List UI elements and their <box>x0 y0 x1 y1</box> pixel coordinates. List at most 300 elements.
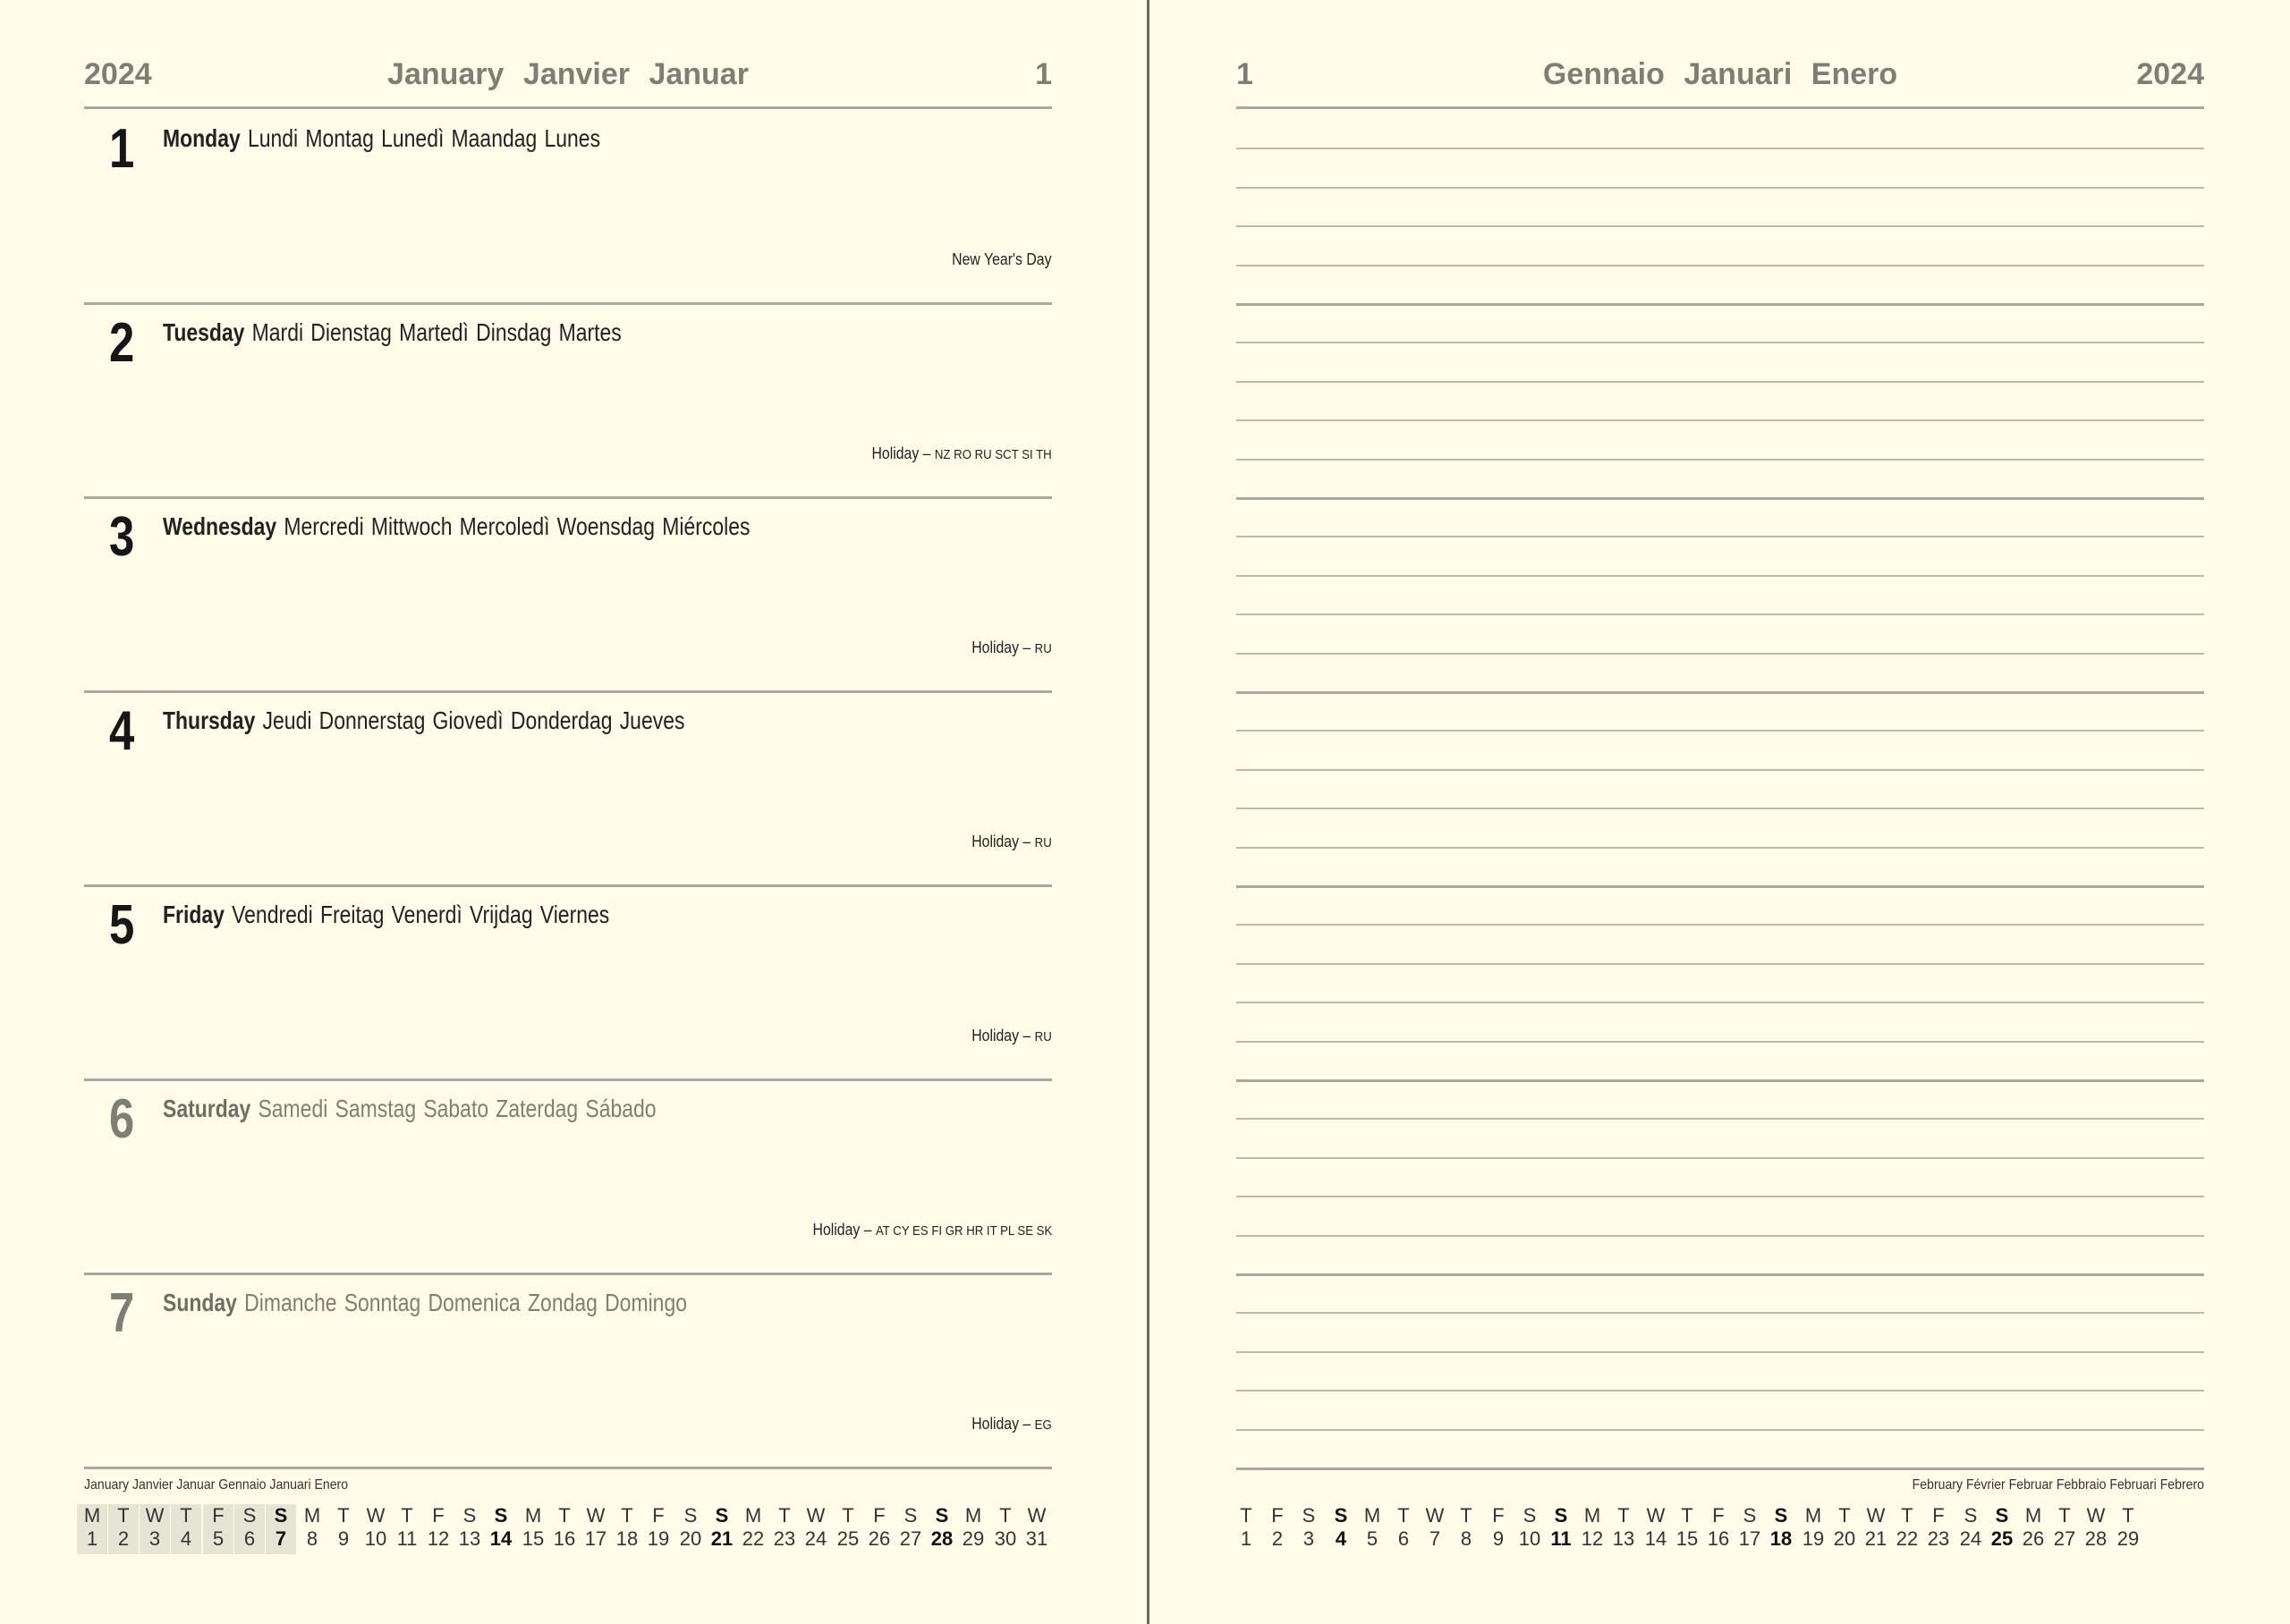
note-line[interactable] <box>1236 1273 2204 1276</box>
weekday-letter: S <box>1743 1504 1757 1527</box>
weekday-letter: S <box>1554 1504 1568 1527</box>
weekday-letter: S <box>1963 1504 1978 1527</box>
date-number: 7 <box>275 1527 287 1550</box>
note-line[interactable] <box>1236 885 2204 888</box>
day-name-primary: Sunday <box>163 1289 237 1316</box>
date-number: 22 <box>742 1527 765 1550</box>
day-name-translation: Sabato <box>423 1095 489 1122</box>
day-number: 7 <box>109 1282 135 1344</box>
day-name-translation: Jueves <box>619 706 685 734</box>
date-number: 28 <box>930 1527 954 1550</box>
note-line[interactable] <box>1236 1118 2204 1120</box>
mini-calendar-day[interactable] <box>643 1504 674 1554</box>
note-line[interactable] <box>1236 381 2204 383</box>
day-name-translation: Venerdì <box>391 901 462 928</box>
date-number: 3 <box>148 1527 161 1550</box>
holiday-note <box>971 1413 1052 1436</box>
mini-calendar-grid <box>1236 1504 2204 1554</box>
mini-calendar-day[interactable] <box>1546 1504 1576 1554</box>
date-number: 20 <box>679 1527 702 1550</box>
left-page-header <box>84 52 1052 104</box>
weekday-letter: T <box>180 1504 192 1527</box>
right-page-header <box>1236 52 2204 104</box>
weekday-letter: W <box>145 1504 165 1527</box>
mini-calendar-day[interactable] <box>1955 1504 1986 1554</box>
day-name-translation: Dinsdag <box>476 318 552 346</box>
date-number: 13 <box>1612 1527 1635 1550</box>
note-line[interactable] <box>1236 342 2204 343</box>
weekday-letter: M <box>1363 1504 1381 1527</box>
day-name-translation: Sábado <box>585 1095 657 1122</box>
day-number: 6 <box>109 1088 135 1150</box>
date-number: 10 <box>1518 1527 1541 1550</box>
day-name-translation: Donderdag <box>510 706 613 734</box>
note-line[interactable] <box>1236 613 2204 615</box>
day-names <box>163 123 607 154</box>
date-number: 30 <box>994 1527 1017 1550</box>
day-name-translation: Giovedì <box>432 706 504 734</box>
mini-calendar-day[interactable] <box>675 1504 706 1554</box>
mini-calendar-day[interactable] <box>1357 1504 1387 1554</box>
holiday-country-codes: NZ RO RU SCT SI TH <box>935 447 1052 462</box>
day-names <box>163 1288 694 1318</box>
weekday-letter: W <box>586 1504 606 1527</box>
date-number: 24 <box>1959 1527 1982 1550</box>
note-line[interactable] <box>1236 1157 2204 1159</box>
month-name-en: January <box>387 57 505 91</box>
weekday-letter: T <box>558 1504 571 1527</box>
mini-calendar-day[interactable] <box>1514 1504 1545 1554</box>
mini-calendar-day[interactable] <box>612 1504 642 1554</box>
weekday-letter: T <box>1901 1504 1913 1527</box>
day-name-translation: Woensdag <box>556 512 656 540</box>
day-entry[interactable] <box>84 885 1052 1079</box>
mini-calendar-day[interactable] <box>927 1504 957 1554</box>
mini-calendar-day[interactable] <box>1703 1504 1734 1554</box>
weekday-letter: M <box>524 1504 542 1527</box>
mini-calendar-day[interactable] <box>2049 1504 2080 1554</box>
mini-calendar-day[interactable] <box>1861 1504 1891 1554</box>
mini-calendar-day[interactable] <box>1608 1504 1639 1554</box>
date-number: 27 <box>899 1527 922 1550</box>
date-number: 27 <box>2053 1527 2076 1550</box>
weekday-letter: M <box>964 1504 982 1527</box>
weekday-letter: S <box>1302 1504 1316 1527</box>
day-number: 2 <box>109 312 135 374</box>
note-line[interactable] <box>1236 1196 2204 1197</box>
day-names <box>163 1094 664 1124</box>
date-number: 15 <box>522 1527 545 1550</box>
mini-calendar-day[interactable] <box>801 1504 831 1554</box>
weekday-letter: S <box>715 1504 729 1527</box>
day-number: 1 <box>109 118 135 180</box>
date-number: 12 <box>1581 1527 1604 1550</box>
mini-calendar-day[interactable] <box>423 1504 454 1554</box>
date-number: 7 <box>1429 1527 1441 1550</box>
note-line[interactable] <box>1236 730 2204 732</box>
weekday-letter: F <box>1492 1504 1505 1527</box>
month-name-de: Januar <box>649 57 749 91</box>
weekday-letter: S <box>494 1504 508 1527</box>
date-number: 23 <box>1927 1527 1950 1550</box>
date-number: 11 <box>396 1527 418 1550</box>
note-line[interactable] <box>1236 148 2204 149</box>
day-name-translation: Mercoledì <box>459 512 550 540</box>
mini-calendar-day[interactable] <box>864 1504 895 1554</box>
date-number: 5 <box>1366 1527 1378 1550</box>
weekday-letter: M <box>744 1504 762 1527</box>
day-name-translation: Montag <box>305 124 374 152</box>
note-line[interactable] <box>1236 808 2204 809</box>
holiday-label: Holiday – <box>971 833 1031 850</box>
note-line[interactable] <box>1236 653 2204 655</box>
weekday-letter: S <box>1522 1504 1537 1527</box>
date-number: 4 <box>1335 1527 1347 1550</box>
weekday-letter: T <box>999 1504 1012 1527</box>
note-line[interactable] <box>1236 1041 2204 1043</box>
note-line[interactable] <box>1236 769 2204 771</box>
note-line[interactable] <box>1236 1002 2204 1003</box>
holiday-note <box>971 1025 1052 1048</box>
weekday-letter: T <box>842 1504 854 1527</box>
day-name-translation: Mercredi <box>284 512 364 540</box>
date-number: 6 <box>1397 1527 1410 1550</box>
note-line[interactable] <box>1236 691 2204 694</box>
date-number: 11 <box>1550 1527 1572 1550</box>
mini-calendar-title: February Février Februar Febbraio Februari Febrero <box>1912 1477 2204 1493</box>
mini-calendar-day[interactable] <box>833 1504 863 1554</box>
date-number: 8 <box>1460 1527 1472 1550</box>
weekday-letter: S <box>935 1504 949 1527</box>
weekday-letter: M <box>2024 1504 2042 1527</box>
mini-calendar-day[interactable] <box>1022 1504 1052 1554</box>
left-page <box>84 0 1052 1624</box>
weekday-letter: M <box>1804 1504 1822 1527</box>
day-name-primary: Tuesday <box>163 318 245 346</box>
day-name-translation: Samstag <box>335 1095 417 1122</box>
holiday-note <box>953 249 1052 270</box>
note-line[interactable] <box>1236 1312 2204 1314</box>
date-number: 15 <box>1675 1527 1699 1550</box>
date-number: 31 <box>1025 1527 1048 1550</box>
month-name-es: Enero <box>1811 57 1898 91</box>
date-number: 8 <box>306 1527 318 1550</box>
day-name-primary: Saturday <box>163 1095 251 1122</box>
right-header-week: 1 <box>1236 57 1253 91</box>
mini-calendar-day[interactable] <box>769 1504 800 1554</box>
weekday-letter: S <box>903 1504 918 1527</box>
holiday-label: Holiday – <box>971 639 1031 656</box>
day-name-translation: Vrijdag <box>469 901 533 928</box>
weekday-letter: W <box>1646 1504 1666 1527</box>
date-number: 23 <box>773 1527 796 1550</box>
header-rule <box>1236 106 2204 109</box>
weekday-letter: F <box>1271 1504 1284 1527</box>
mini-calendar-day[interactable] <box>77 1504 107 1554</box>
date-number: 1 <box>86 1527 98 1550</box>
mini-calendar-title: January Janvier Januar Gennaio Januari Enero <box>84 1477 349 1493</box>
day-name-translation: Mittwoch <box>370 512 453 540</box>
date-number: 19 <box>647 1527 670 1550</box>
holiday-label: Holiday – <box>971 1415 1031 1433</box>
weekday-letter: W <box>366 1504 386 1527</box>
weekday-letter: T <box>1617 1504 1630 1527</box>
day-name-translation: Zaterdag <box>496 1095 579 1122</box>
mini-calendar-day[interactable] <box>266 1504 296 1554</box>
day-number: 5 <box>109 894 135 956</box>
weekday-letter: W <box>2086 1504 2106 1527</box>
weekday-letter: F <box>652 1504 665 1527</box>
day-names <box>163 706 692 736</box>
mini-calendar-day[interactable] <box>486 1504 516 1554</box>
holiday-country-codes: RU <box>1034 1029 1052 1045</box>
holiday-label: New Year's Day <box>952 250 1052 268</box>
mini-calendar-day[interactable] <box>1923 1504 1954 1554</box>
mini-calendar-day[interactable] <box>1798 1504 1828 1554</box>
mini-calendar-day[interactable] <box>1388 1504 1419 1554</box>
holiday-note <box>872 443 1052 466</box>
note-line[interactable] <box>1236 1079 2204 1082</box>
mini-calendar-day[interactable] <box>1451 1504 1481 1554</box>
mini-calendar-day[interactable] <box>1641 1504 1671 1554</box>
date-number: 6 <box>243 1527 256 1550</box>
date-number: 21 <box>1864 1527 1887 1550</box>
note-line[interactable] <box>1236 963 2204 965</box>
day-name-translation: Martes <box>558 318 622 346</box>
mini-calendar-day[interactable] <box>234 1504 265 1554</box>
date-number: 5 <box>212 1527 225 1550</box>
day-name-translation: Freitag <box>319 901 385 928</box>
left-header-month <box>84 52 1052 97</box>
mini-calendar-day[interactable] <box>707 1504 737 1554</box>
date-number: 4 <box>180 1527 192 1550</box>
mini-calendar-day[interactable] <box>958 1504 988 1554</box>
note-line[interactable] <box>1236 187 2204 189</box>
note-line[interactable] <box>1236 1390 2204 1391</box>
month-name-it: Gennaio <box>1542 57 1665 91</box>
weekday-letter: T <box>401 1504 413 1527</box>
mini-calendar-day[interactable] <box>738 1504 768 1554</box>
weekday-letter: F <box>873 1504 886 1527</box>
date-number: 14 <box>1644 1527 1667 1550</box>
day-name-translation: Domingo <box>605 1289 687 1316</box>
holiday-country-codes: AT CY ES FI GR HR IT PL SE SK <box>875 1223 1052 1239</box>
right-page <box>1236 0 2204 1624</box>
holiday-note <box>971 637 1052 660</box>
day-entry[interactable] <box>84 1273 1052 1468</box>
mini-calendar-day[interactable] <box>1734 1504 1765 1554</box>
day-entry[interactable] <box>84 109 1052 303</box>
day-name-translation: Dienstag <box>310 318 392 346</box>
note-line[interactable] <box>1236 303 2204 306</box>
weekday-letter: W <box>1425 1504 1445 1527</box>
weekday-letter: S <box>1774 1504 1788 1527</box>
holiday-note <box>812 1219 1052 1242</box>
note-line[interactable] <box>1236 497 2204 500</box>
mini-calendar-day[interactable] <box>1231 1504 1261 1554</box>
note-line[interactable] <box>1236 1235 2204 1237</box>
day-name-primary: Monday <box>163 124 241 152</box>
weekday-letter: F <box>212 1504 225 1527</box>
mini-calendar-day[interactable] <box>203 1504 233 1554</box>
day-name-translation: Dimanche <box>244 1289 337 1316</box>
mini-calendar-day[interactable] <box>1829 1504 1860 1554</box>
mini-calendar-day[interactable] <box>1293 1504 1324 1554</box>
mini-calendar-day[interactable] <box>2018 1504 2048 1554</box>
holiday-note <box>971 831 1052 854</box>
mini-calendar-day[interactable] <box>1892 1504 1922 1554</box>
note-line[interactable] <box>1236 459 2204 461</box>
day-name-translation: Martedì <box>399 318 469 346</box>
mini-calendar-day[interactable] <box>1420 1504 1450 1554</box>
date-number: 25 <box>836 1527 860 1550</box>
note-line[interactable] <box>1236 265 2204 266</box>
mini-calendar-day[interactable] <box>454 1504 485 1554</box>
note-line[interactable] <box>1236 1351 2204 1353</box>
date-number: 21 <box>710 1527 734 1550</box>
day-entry[interactable] <box>84 303 1052 497</box>
date-number: 29 <box>2116 1527 2140 1550</box>
weekday-letter: M <box>303 1504 321 1527</box>
date-number: 13 <box>458 1527 481 1550</box>
day-name-translation: Samedi <box>258 1095 328 1122</box>
note-line[interactable] <box>1236 1429 2204 1431</box>
weekday-letter: M <box>1583 1504 1601 1527</box>
weekday-letter: S <box>1334 1504 1348 1527</box>
date-number: 19 <box>1802 1527 1825 1550</box>
mini-calendar-day[interactable] <box>1326 1504 1356 1554</box>
mini-calendar-day[interactable] <box>140 1504 170 1554</box>
date-number: 1 <box>1240 1527 1252 1550</box>
weekday-letter: T <box>117 1504 130 1527</box>
mini-calendar-grid <box>84 1504 1052 1554</box>
date-number: 3 <box>1302 1527 1315 1550</box>
mini-calendar-day[interactable] <box>392 1504 422 1554</box>
mini-calendar-day[interactable] <box>1262 1504 1293 1554</box>
day-name-translation: Jeudi <box>262 706 312 734</box>
date-number: 12 <box>427 1527 450 1550</box>
note-line[interactable] <box>1236 847 2204 849</box>
mini-calendar-day[interactable] <box>360 1504 391 1554</box>
date-number: 20 <box>1833 1527 1856 1550</box>
date-number: 25 <box>1990 1527 2014 1550</box>
mini-calendar-day[interactable] <box>108 1504 139 1554</box>
day-name-translation: Miércoles <box>662 512 751 540</box>
day-name-translation: Domenica <box>428 1289 521 1316</box>
day-name-translation: Zondag <box>528 1289 598 1316</box>
weekday-letter: S <box>462 1504 477 1527</box>
day-name-translation: Vendredi <box>232 901 313 928</box>
mini-calendar-day[interactable] <box>581 1504 611 1554</box>
date-number: 26 <box>2022 1527 2045 1550</box>
weekday-letter: W <box>1866 1504 1886 1527</box>
weekday-letter: T <box>1460 1504 1472 1527</box>
holiday-country-codes: EG <box>1034 1417 1052 1433</box>
day-names <box>163 512 758 542</box>
weekday-letter: T <box>1838 1504 1851 1527</box>
left-header-year: 2024 <box>84 57 152 91</box>
mini-calendar-day[interactable] <box>990 1504 1021 1554</box>
date-number: 16 <box>553 1527 576 1550</box>
day-name-translation: Lunes <box>544 124 601 152</box>
mini-calendar-day[interactable] <box>2081 1504 2111 1554</box>
holiday-label: Holiday – <box>871 444 931 462</box>
note-line[interactable] <box>1236 536 2204 537</box>
day-names <box>163 317 629 348</box>
date-number: 29 <box>962 1527 985 1550</box>
mini-calendar-day[interactable] <box>2113 1504 2143 1554</box>
day-entry[interactable] <box>84 1079 1052 1273</box>
date-number: 9 <box>1492 1527 1505 1550</box>
day-name-primary: Wednesday <box>163 512 277 540</box>
date-number: 18 <box>615 1527 639 1550</box>
day-entry[interactable] <box>84 691 1052 885</box>
day-entry[interactable] <box>84 497 1052 691</box>
date-number: 10 <box>364 1527 387 1550</box>
day-name-translation: Maandag <box>451 124 538 152</box>
weekday-letter: T <box>337 1504 350 1527</box>
note-line[interactable] <box>1236 575 2204 577</box>
mini-calendar-day[interactable] <box>1577 1504 1607 1554</box>
weekday-letter: T <box>778 1504 791 1527</box>
holiday-country-codes: RU <box>1034 835 1052 850</box>
date-number: 22 <box>1896 1527 1919 1550</box>
note-line[interactable] <box>1236 225 2204 227</box>
mini-calendar-day[interactable] <box>1987 1504 2017 1554</box>
weekday-letter: T <box>1397 1504 1410 1527</box>
date-number: 26 <box>868 1527 891 1550</box>
mini-calendar-day[interactable] <box>328 1504 359 1554</box>
day-name-translation: Mardi <box>251 318 304 346</box>
right-header-year: 2024 <box>2136 57 2204 91</box>
weekday-letter: T <box>2058 1504 2071 1527</box>
weekday-letter: T <box>1240 1504 1252 1527</box>
day-number: 4 <box>109 700 135 762</box>
weekday-letter: W <box>806 1504 826 1527</box>
month-name-nl: Januari <box>1684 57 1793 91</box>
note-line[interactable] <box>1236 924 2204 926</box>
day-name-translation: Viernes <box>539 901 610 928</box>
date-number: 16 <box>1707 1527 1730 1550</box>
note-line[interactable] <box>1236 419 2204 421</box>
holiday-label: Holiday – <box>812 1221 872 1239</box>
date-number: 18 <box>1769 1527 1793 1550</box>
weekday-letter: T <box>2122 1504 2134 1527</box>
mini-calendar-day[interactable] <box>1766 1504 1796 1554</box>
weekday-letter: S <box>242 1504 257 1527</box>
day-name-translation: Lundi <box>247 124 299 152</box>
mini-calendar-day[interactable] <box>518 1504 548 1554</box>
mini-calendar-day[interactable] <box>171 1504 201 1554</box>
date-number: 2 <box>117 1527 130 1550</box>
mini-calendar-day[interactable] <box>297 1504 327 1554</box>
mini-calendar-day[interactable] <box>895 1504 926 1554</box>
mini-calendar-day[interactable] <box>1672 1504 1702 1554</box>
weekday-letter: F <box>1932 1504 1945 1527</box>
holiday-label: Holiday – <box>971 1027 1031 1045</box>
january-mini-calendar <box>83 1476 1052 1550</box>
mini-calendar-day[interactable] <box>1483 1504 1514 1554</box>
note-line[interactable] <box>1236 1468 2204 1470</box>
date-number: 9 <box>337 1527 350 1550</box>
day-name-primary: Thursday <box>163 706 256 734</box>
day-name-primary: Friday <box>163 901 225 928</box>
day-divider <box>84 1467 1052 1469</box>
weekday-letter: T <box>621 1504 633 1527</box>
weekday-letter: S <box>1995 1504 2009 1527</box>
mini-calendar-day[interactable] <box>549 1504 580 1554</box>
day-names <box>163 900 616 930</box>
